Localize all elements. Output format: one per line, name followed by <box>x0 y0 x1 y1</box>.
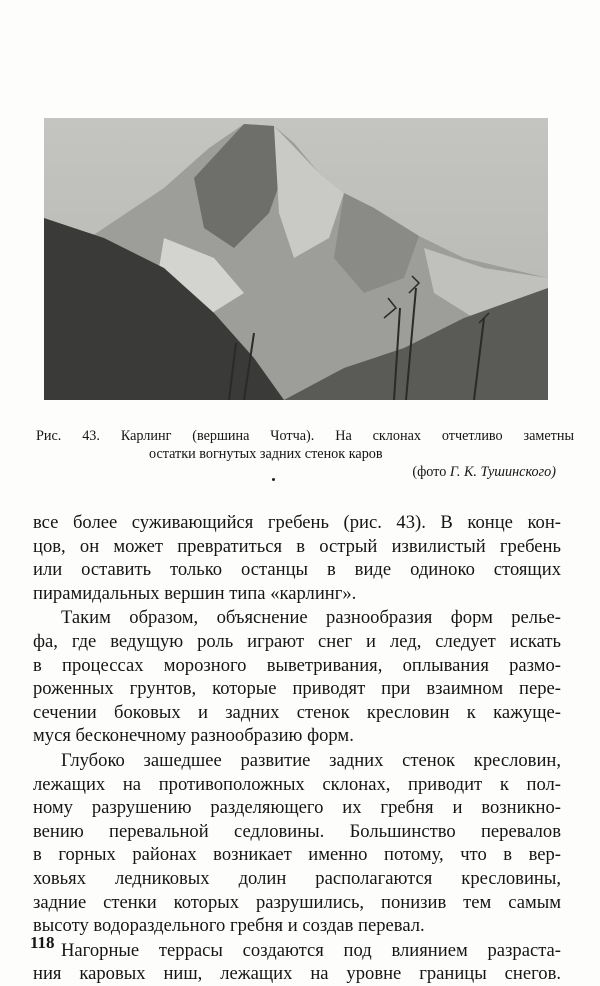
text-line: все более суживающийся гребень (рис. 43). В конце кон- <box>33 512 561 533</box>
text-line: ния каровых ниш, лежащих на уровне границы снегов. <box>33 963 561 985</box>
page-number: 118 <box>30 933 55 952</box>
paragraph <box>33 749 561 938</box>
print-speck <box>272 478 275 481</box>
text-line: лежащих на противоположных склонах, приводит к пол- <box>33 773 561 795</box>
text-line: фа, где ведущую роль играют снег и лед, следует искать <box>33 630 561 652</box>
caption-line: Рис. 43. Карлинг (вершина Чотча). На склонах отчетливо заметны <box>36 428 574 444</box>
paragraph <box>33 939 561 986</box>
photo-credit <box>36 463 574 481</box>
caption-line: остатки вогнутых задних стенок каров <box>149 446 383 462</box>
text-line: Глубоко зашедшее развитие задних стенок кресловин, <box>61 749 561 771</box>
text-line: Нагорные террасы создаются под влиянием разраста- <box>61 939 561 961</box>
body-text <box>33 511 561 986</box>
text-line: вению перевальной седловины. Большинство перевалов <box>33 820 561 842</box>
text-line: или оставить только останцы в виде одиноко стоящих <box>33 559 561 581</box>
credit-prefix: (фото <box>412 464 447 480</box>
text-line: сечении боковых и задних стенок кресловин к кажуще- <box>33 701 561 723</box>
paragraph <box>33 606 561 748</box>
text-line: ховьях ледниковых долин располагаются кресловины, <box>33 867 561 889</box>
figure-caption <box>36 427 574 481</box>
text-line: муся бесконечному разнообразию форм. <box>33 725 354 747</box>
text-line: ному разрушению разделяющего их гребня и возникно- <box>33 797 561 819</box>
mountain-photo <box>44 118 548 400</box>
text-line: роженных грунтов, которые приводят при взаимном пере- <box>33 678 561 700</box>
text-line: задние стенки которых разрушились, понизив тем самым <box>33 891 561 913</box>
photo-illustration <box>44 118 548 400</box>
text-line: Таким образом, объяснение разнообразия форм релье- <box>61 607 561 629</box>
credit-name: Г. К. Тушинского) <box>449 464 556 480</box>
text-line: в процессах морозного выветривания, оплывания размо- <box>33 654 561 676</box>
paragraph <box>33 511 561 605</box>
text-line: цов, он может превратиться в острый извилистый гребень <box>33 535 561 557</box>
text-line: пирамидальных вершин типа «карлинг». <box>33 582 357 604</box>
text-line: высоту водораздельного гребня и создав перевал. <box>33 915 425 937</box>
text-line: в горных районах возникает именно потому, что в вер- <box>33 844 561 866</box>
